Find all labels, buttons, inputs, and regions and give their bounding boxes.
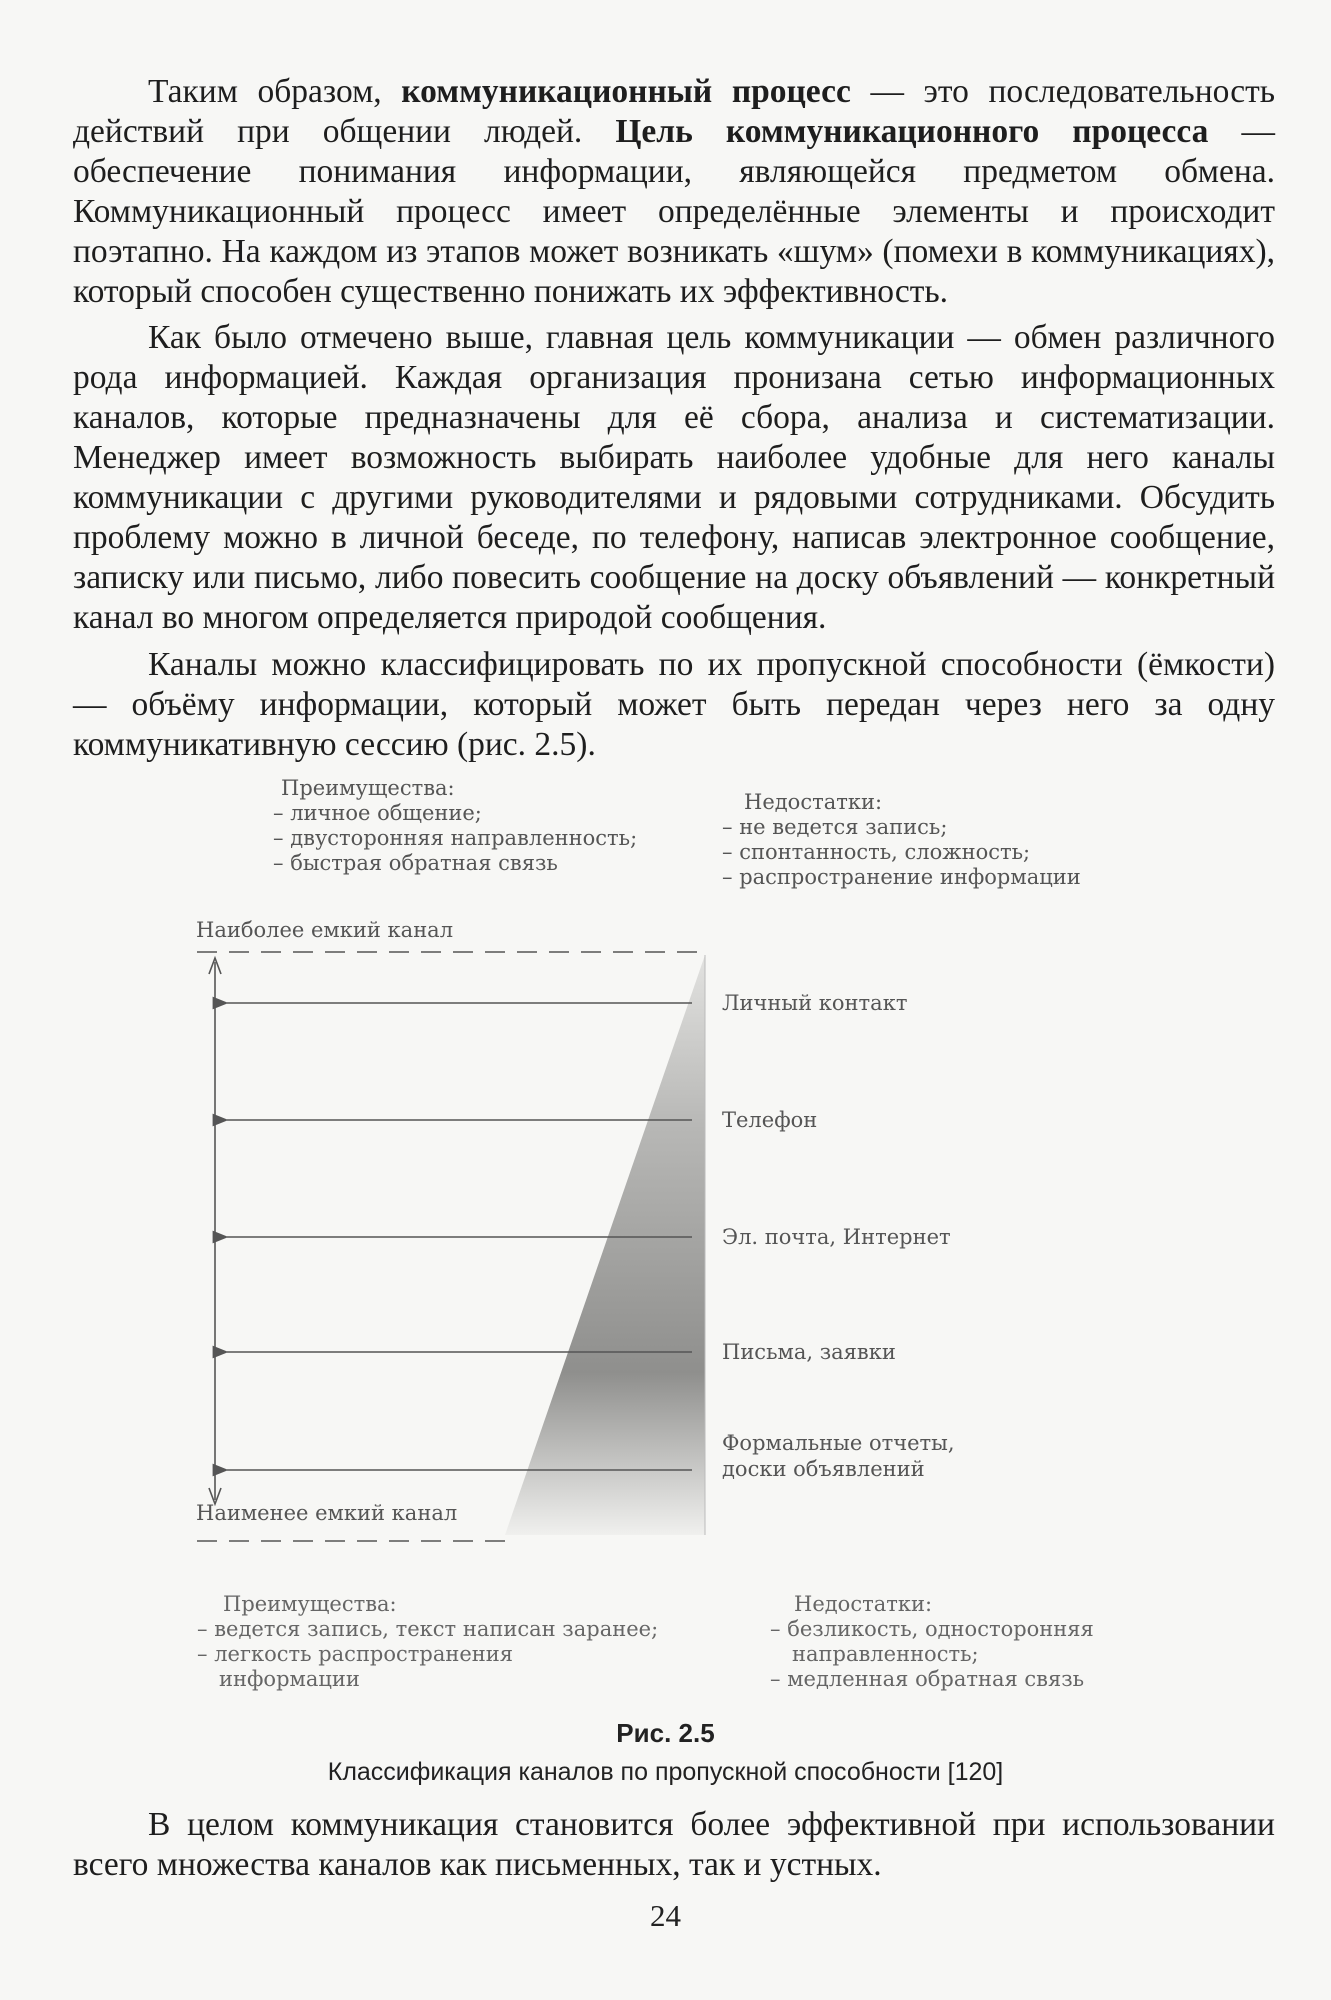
top-advantage-2: – двусторонняя направленность; <box>273 826 637 851</box>
bottom-advantages <box>197 1592 658 1692</box>
bottom-disadvantages <box>770 1592 1094 1692</box>
p4-text: В целом коммуникация становится более эффективной при использовании всего множества каналов как письменных, так и устных. <box>73 1806 1275 1883</box>
page-number: 24 <box>650 1898 681 1933</box>
channel-formal-reports <box>722 1430 955 1482</box>
least-capacious-label: Наименее емкий канал <box>196 1501 458 1525</box>
channel-formal-reports-line1: Формальные отчеты, <box>722 1431 955 1455</box>
channel-formal-reports-line2: доски объявлений <box>722 1457 925 1481</box>
top-advantage-3: – быстрая обратная связь <box>273 851 637 876</box>
capacity-wedge <box>505 955 705 1535</box>
channel-telephone: Телефон <box>722 1108 818 1132</box>
p2-text: Как было отмечено выше, главная цель коммуникации — обмен различного рода информацией. Каждая организация пронизана сетью информационных каналов, которые предназначены для её сбора, анализа и систематизации. Менеджер имеет возможность выбирать наиболее удобные для него каналы коммуникации с другими руководителями и рядовыми сотрудниками. Обсудить проблему можно в личной беседе, по телефону, написав электронное сообщение, записку или письмо, либо повесить сообщение на доску объявлений — конкретный канал во многом определяется природой сообщения. <box>73 319 1275 636</box>
p1-term-process: коммуникационный процесс <box>401 73 851 110</box>
top-advantage-1: – личное общение; <box>273 801 637 826</box>
top-disadvantage-1: – не ведется запись; <box>722 815 1081 840</box>
paragraph-4 <box>73 1805 1275 1885</box>
bottom-disadvantages-title: Недостатки: <box>794 1592 933 1616</box>
p1-text-1: Таким образом, <box>148 73 402 110</box>
channel-email-internet: Эл. почта, Интернет <box>722 1225 951 1249</box>
p1-term-goal: Цель коммуникационного процесса <box>615 113 1209 150</box>
top-disadvantage-3: – распространение информации <box>722 865 1081 890</box>
top-advantages-title: Преимущества: <box>281 776 455 800</box>
bottom-disadvantage-1: – безликость, односторонняя <box>770 1617 1094 1642</box>
bottom-advantage-2-cont: информации <box>219 1667 360 1691</box>
top-disadvantages-title: Недостатки: <box>744 790 883 814</box>
p3-text: Каналы можно классифицировать по их пропускной способности (ёмкости) — объёму информации, который может быть передан через него за одну коммуникативную сессию (рис. 2.5). <box>73 646 1275 763</box>
bottom-disadvantage-2: – медленная обратная связь <box>770 1667 1094 1692</box>
p1-text-2: — это последовательность действий при общении людей. <box>73 73 1275 150</box>
most-capacious-label: Наиболее емкий канал <box>196 918 454 942</box>
bottom-advantages-title: Преимущества: <box>223 1592 397 1616</box>
bottom-advantage-1: – ведется запись, текст написан заранее; <box>197 1617 658 1642</box>
p1-text-3: — обеспечение понимания информации, являющейся предметом обмена. Коммуникационный процесс имеет определённые элементы и происходит поэтапно. На каждом из этапов может возникать «шум» (помехи в коммуникациях), который способен существенно понижать их эффективность. <box>73 113 1275 310</box>
channel-letters: Письма, заявки <box>722 1340 896 1364</box>
figure-number: Рис. 2.5 <box>616 1718 715 1748</box>
top-disadvantage-2: – спонтанность, сложность; <box>722 840 1081 865</box>
bottom-advantage-2: – легкость распространения <box>197 1642 658 1667</box>
bottom-disadvantage-1-cont: направленность; <box>792 1642 979 1666</box>
figure-caption: Классификация каналов по пропускной способности [120] <box>327 1758 1004 1786</box>
channel-personal-contact: Личный контакт <box>722 991 908 1015</box>
